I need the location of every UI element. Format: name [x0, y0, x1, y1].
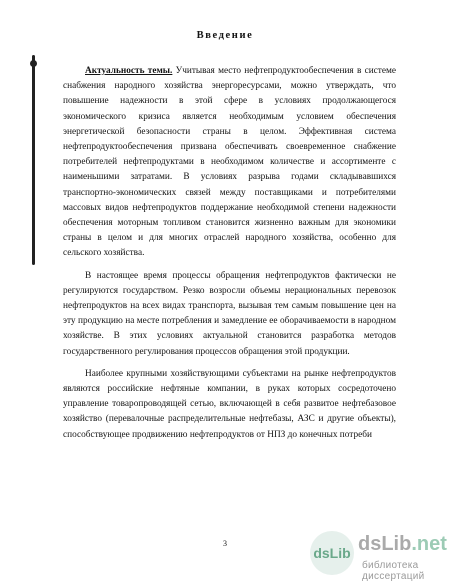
- paragraph-text: В настоящее время процессы обращения нефтепродуктов фактически не регулируются государством. Резко возросли объемы нерациональных перевозок нефтепродуктов на всех видах транспорта, вызывая тем самым повышение цен на эту продукцию на месте потребления и замедление ее оборачиваемости в народном хозяйстве. В этих условиях актуальной становится разработка методов государственного регулирования процессов обращения этой продукции.: [63, 270, 396, 357]
- paragraph-1: [63, 64, 396, 262]
- paragraph-2: [63, 269, 396, 360]
- paragraph-text: Наиболее крупными хозяйствующими субъектами на рынке нефтепродуктов являются российские нефтяные компании, в руках которых сосредоточено управление товаропроводящей сетью, включающей в себя развитое нефтебазовое хозяйство (перевалочные распределительные нефтебазы, АЗС и другие объекты), способствующее продвижению нефтепродуктов от НПЗ до конечных потреби: [63, 368, 396, 440]
- body-text: [63, 64, 396, 443]
- watermark: [310, 531, 450, 582]
- paragraph-3: [63, 367, 396, 443]
- watermark-site-domain: .net: [411, 533, 447, 555]
- watermark-logo: dsLib: [310, 531, 354, 575]
- watermark-subtitle: библиотека диссертаций: [362, 560, 425, 582]
- watermark-site-label: dsLib: [358, 533, 412, 555]
- paragraph-lead-term: Актуальность темы.: [85, 66, 173, 76]
- page-number: 3: [223, 539, 227, 548]
- watermark-site-name: [358, 533, 447, 556]
- page-title: Введение: [196, 30, 254, 41]
- margin-scan-mark: [32, 55, 35, 265]
- paragraph-text: Учитывая место нефтепродуктообеспечения в системе снабжения народного хозяйства энергоресурсами, можно утверждать, что повышение надежности в этой сфере в условиях продолжающегося экономического кризиса является необходимым условием обеспечения энергетической безопасности страны в целом. Эффективная система нефтепродуктообеспечения призвана обеспечивать своевременное снабжение потребителей нефтепродуктами в необходимом количестве и ассортименте с наименьшими затратами. В условиях разрыва годами складывавшихся транспортно-экономических связей между поставщиками и потребителями массовых видов нефтепродуктов поддержание необходимой степени надежности обеспечения моторным топливом становится жизненно важным для экономики страны в целом и для многих отраслей народного хозяйства, особенно для сельского хозяйства.: [63, 66, 396, 259]
